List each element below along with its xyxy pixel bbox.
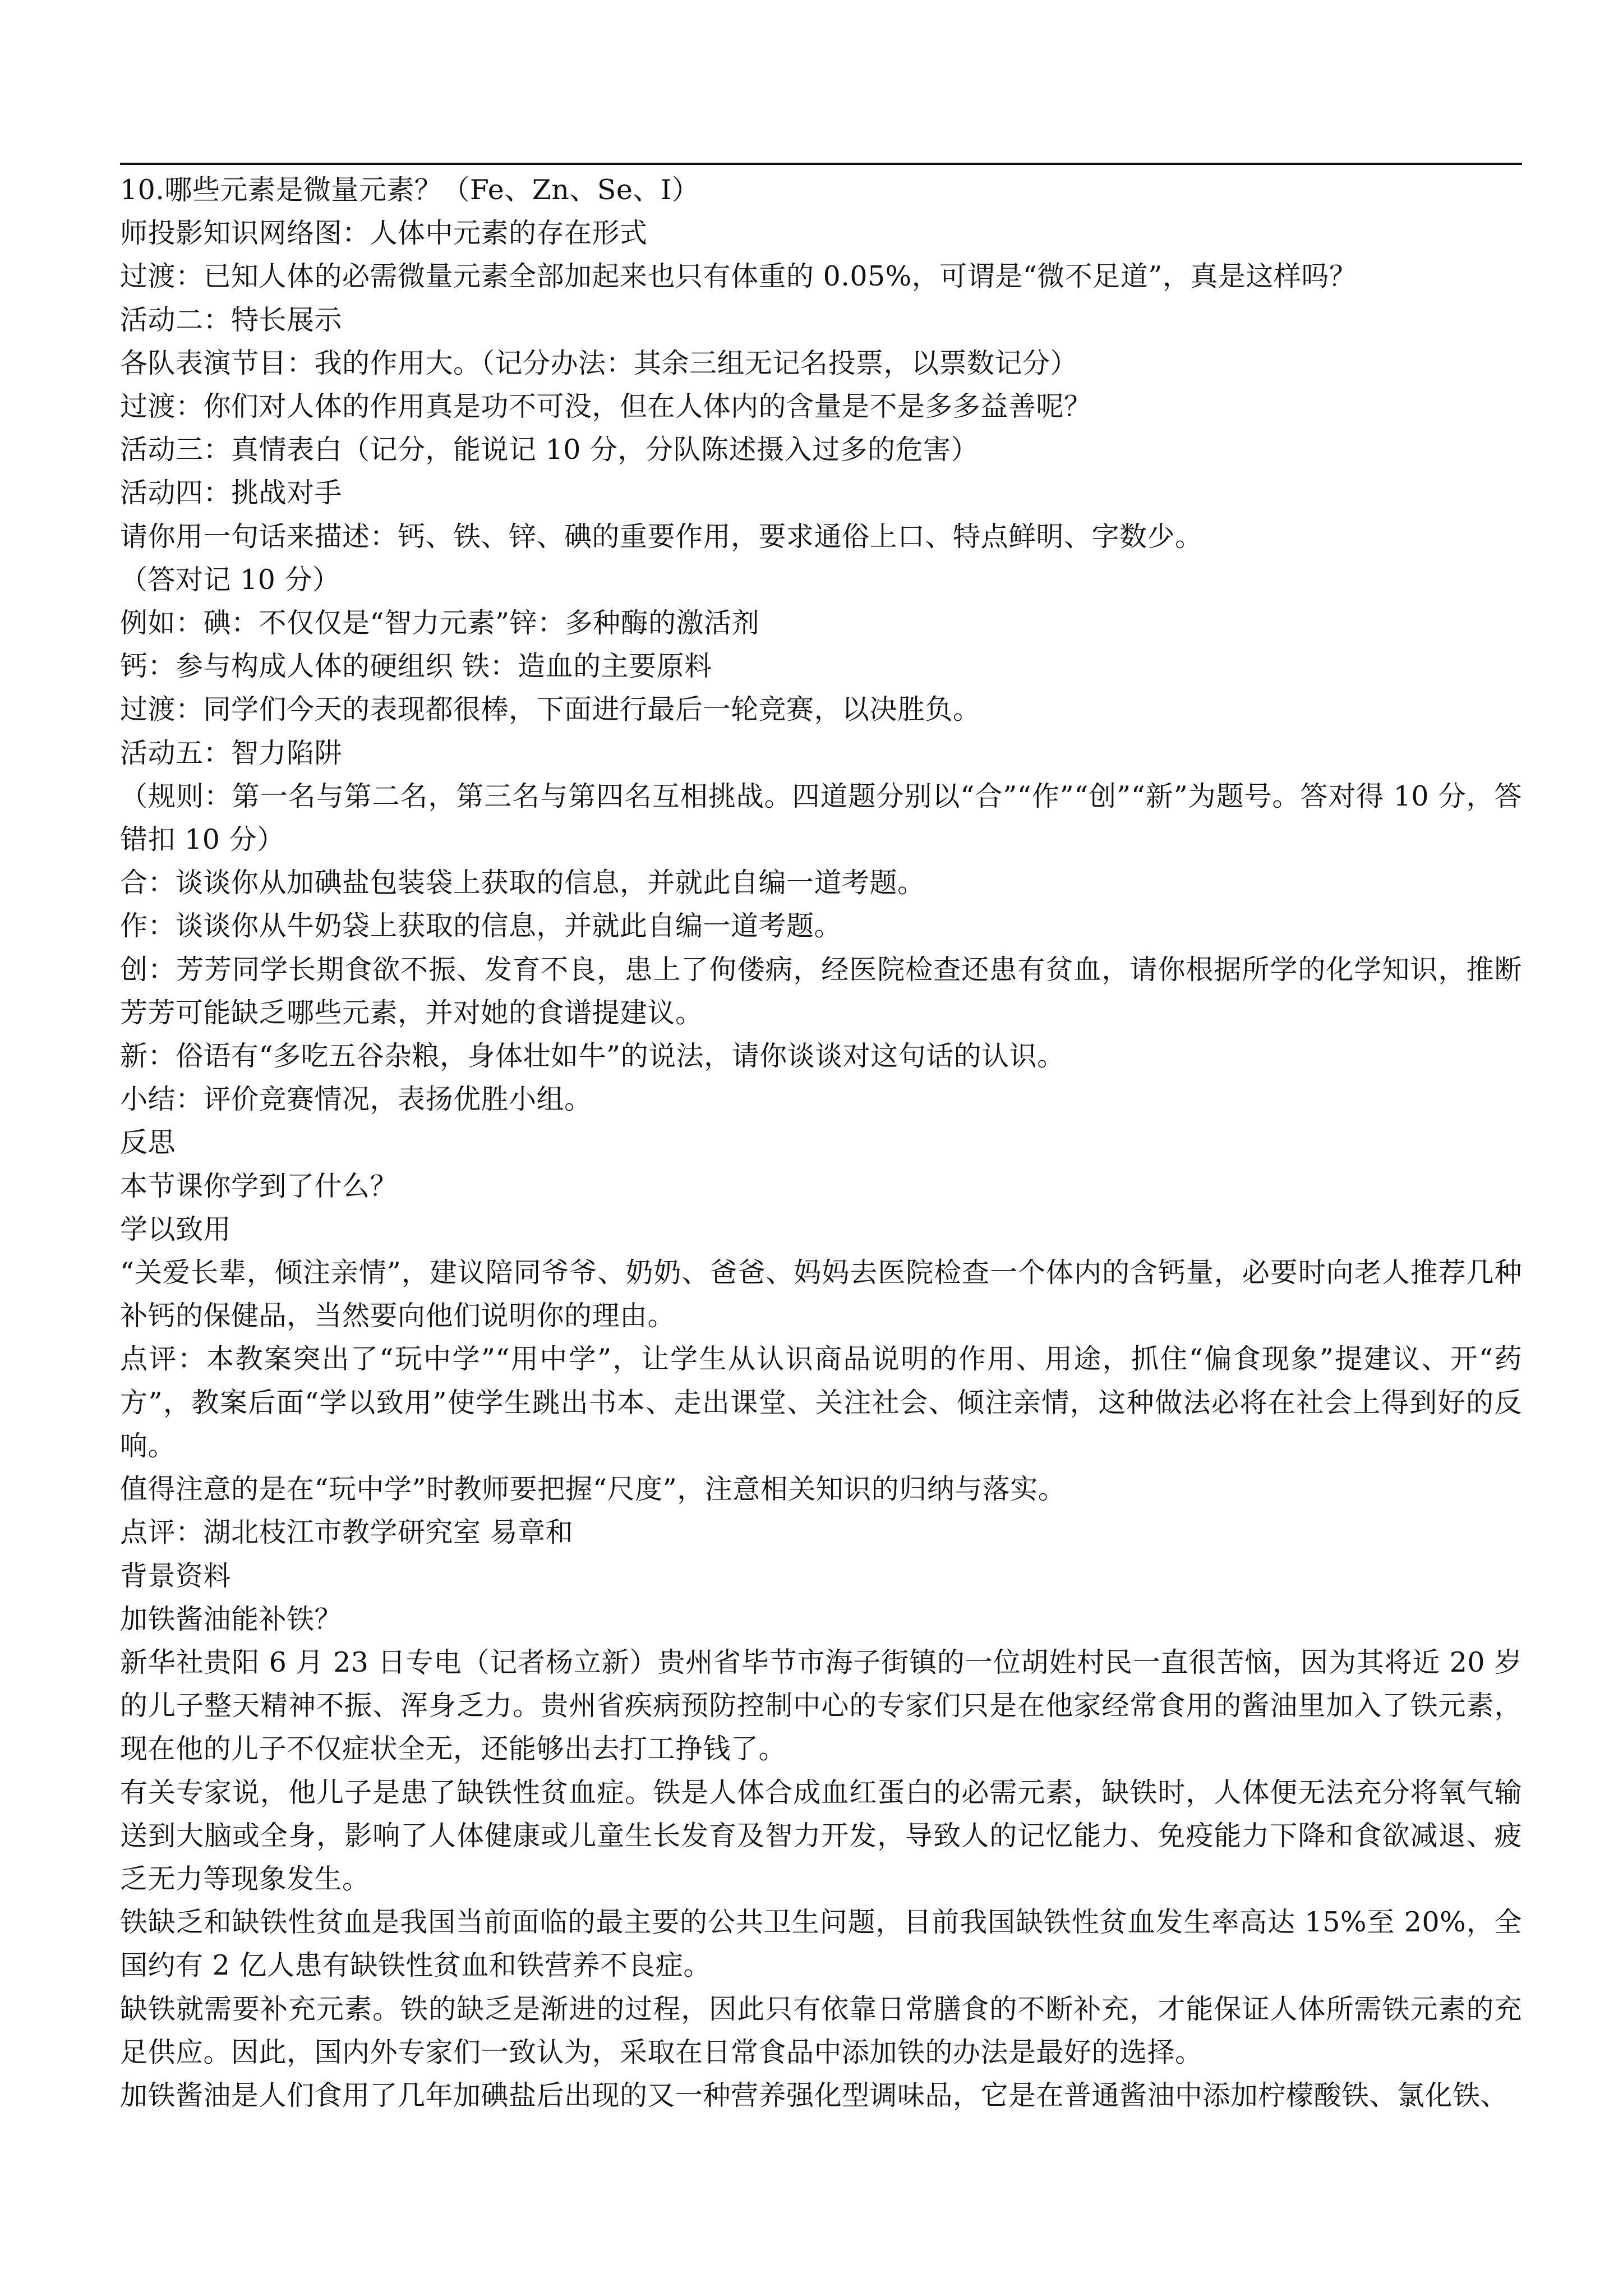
- paragraph: 点评：湖北枝江市教学研究室 易章和: [120, 1516, 574, 1549]
- paragraph: 铁缺乏和缺铁性贫血是我国当前面临的最主要的公共卫生问题，目前我国缺铁性贫血发生率高达 15%至 20%，全国约有 2 亿人患有缺铁性贫血和铁营养不良症。: [120, 1906, 1522, 1982]
- paragraph: 请你用一句话来描述：钙、铁、锌、碘的重要作用，要求通俗上口、特点鲜明、字数少。: [120, 520, 1203, 553]
- paragraph: 过渡：同学们今天的表现都很棒，下面进行最后一轮竞赛，以决胜负。: [120, 693, 981, 726]
- document-body: [120, 168, 1522, 2117]
- paragraph: 活动五：智力陷阱: [120, 737, 343, 769]
- paragraph: 缺铁就需要补充元素。铁的缺乏是渐进的过程，因此只有依靠日常膳食的不断补充，才能保证人体所需铁元素的充足供应。因此，国内外专家们一致认为，采取在日常食品中添加铁的办法是最好的选择。: [120, 1993, 1522, 2068]
- paragraph: 钙：参与构成人体的硬组织 铁：造血的主要原料: [120, 650, 712, 683]
- paragraph: 有关专家说，他儿子是患了缺铁性贫血症。铁是人体合成血红蛋白的必需元素，缺铁时，人体便无法充分将氧气输送到大脑或全身，影响了人体健康或儿童生长发育及智力开发，导致人的记忆能力、免疫能力下降和食欲减退、疲乏无力等现象发生。: [120, 1776, 1522, 1895]
- paragraph: 创：芳芳同学长期食欲不振、发育不良，患上了佝偻病，经医院检查还患有贫血，请你根据所学的化学知识，推断芳芳可能缺乏哪些元素，并对她的食谱提建议。: [120, 953, 1522, 1029]
- paragraph: （规则：第一名与第二名，第三名与第四名互相挑战。四道题分别以“合”“作”“创”“新”为题号。答对得 10 分，答错扣 10 分）: [120, 780, 1522, 856]
- paragraph: （答对记 10 分）: [120, 563, 340, 596]
- paragraph: 加铁酱油是人们食用了几年加碘盐后出现的又一种营养强化型调味品，它是在普通酱油中添加柠檬酸铁、氯化铁、: [120, 2079, 1509, 2111]
- paragraph: 过渡：你们对人体的作用真是功不可没，但在人体内的含量是不是多多益善呢？: [120, 390, 1092, 423]
- paragraph: 本节课你学到了什么？: [120, 1170, 398, 1202]
- paragraph: 新：俗语有“多吃五谷杂粮，身体壮如牛”的说法，请你谈谈对这句话的认识。: [120, 1040, 1065, 1073]
- paragraph: 加铁酱油能补铁？: [120, 1603, 343, 1635]
- paragraph: 活动三：真情表白（记分，能说记 10 分，分队陈述摄入过多的危害）: [120, 434, 979, 466]
- paragraph: 师投影知识网络图：人体中元素的存在形式: [120, 217, 648, 250]
- paragraph: 各队表演节目：我的作用大。（记分办法：其余三组无记名投票，以票数记分）: [120, 347, 1078, 379]
- paragraph: 点评：本教案突出了“玩中学”“用中学”，让学生从认识商品说明的作用、用途，抓住“偏食现象”提建议、开“药方”，教案后面“学以致用”使学生跳出书本、走出课堂、关注社会、倾注亲情，这种做法必将在社会上得到好的反响。: [120, 1343, 1522, 1462]
- paragraph: “关爱长辈，倾注亲情”，建议陪同爷爷、奶奶、爸爸、妈妈去医院检查一个体内的含钙量，必要时向老人推荐几种补钙的保健品，当然要向他们说明你的理由。: [120, 1257, 1522, 1332]
- paragraph: 合：谈谈你从加碘盐包装袋上获取的信息，并就此自编一道考题。: [120, 867, 925, 899]
- paragraph: 反思: [120, 1126, 176, 1159]
- paragraph: 例如：碘：不仅仅是“智力元素”锌：多种酶的激活剂: [120, 607, 760, 639]
- paragraph: 新华社贵阳 6 月 23 日专电（记者杨立新）贵州省毕节市海子街镇的一位胡姓村民一直很苦恼，因为其将近 20 岁的儿子整天精神不振、浑身乏力。贵州省疾病预防控制中心的专家们只是在他家经常食用的酱油里加入了铁元素，现在他的儿子不仅症状全无，还能够出去打工挣钱了。: [120, 1646, 1522, 1765]
- paragraph: 10.哪些元素是微量元素？（Fe、Zn、Se、I）: [120, 174, 700, 206]
- paragraph: 值得注意的是在“玩中学”时教师要把握“尺度”，注意相关知识的归纳与落实。: [120, 1473, 1066, 1506]
- paragraph: 活动四：挑战对手: [120, 477, 343, 509]
- paragraph: 作：谈谈你从牛奶袋上获取的信息，并就此自编一道考题。: [120, 910, 842, 942]
- paragraph: 过渡：已知人体的必需微量元素全部加起来也只有体重的 0.05%，可谓是“微不足道”，真是这样吗？: [120, 260, 1357, 293]
- paragraph: 学以致用: [120, 1213, 232, 1245]
- paragraph: 活动二：特长展示: [120, 303, 343, 336]
- paragraph: 小结：评价竞赛情况，表扬优胜小组。: [120, 1083, 592, 1116]
- header-rule: [120, 163, 1522, 165]
- paragraph: 背景资料: [120, 1559, 232, 1592]
